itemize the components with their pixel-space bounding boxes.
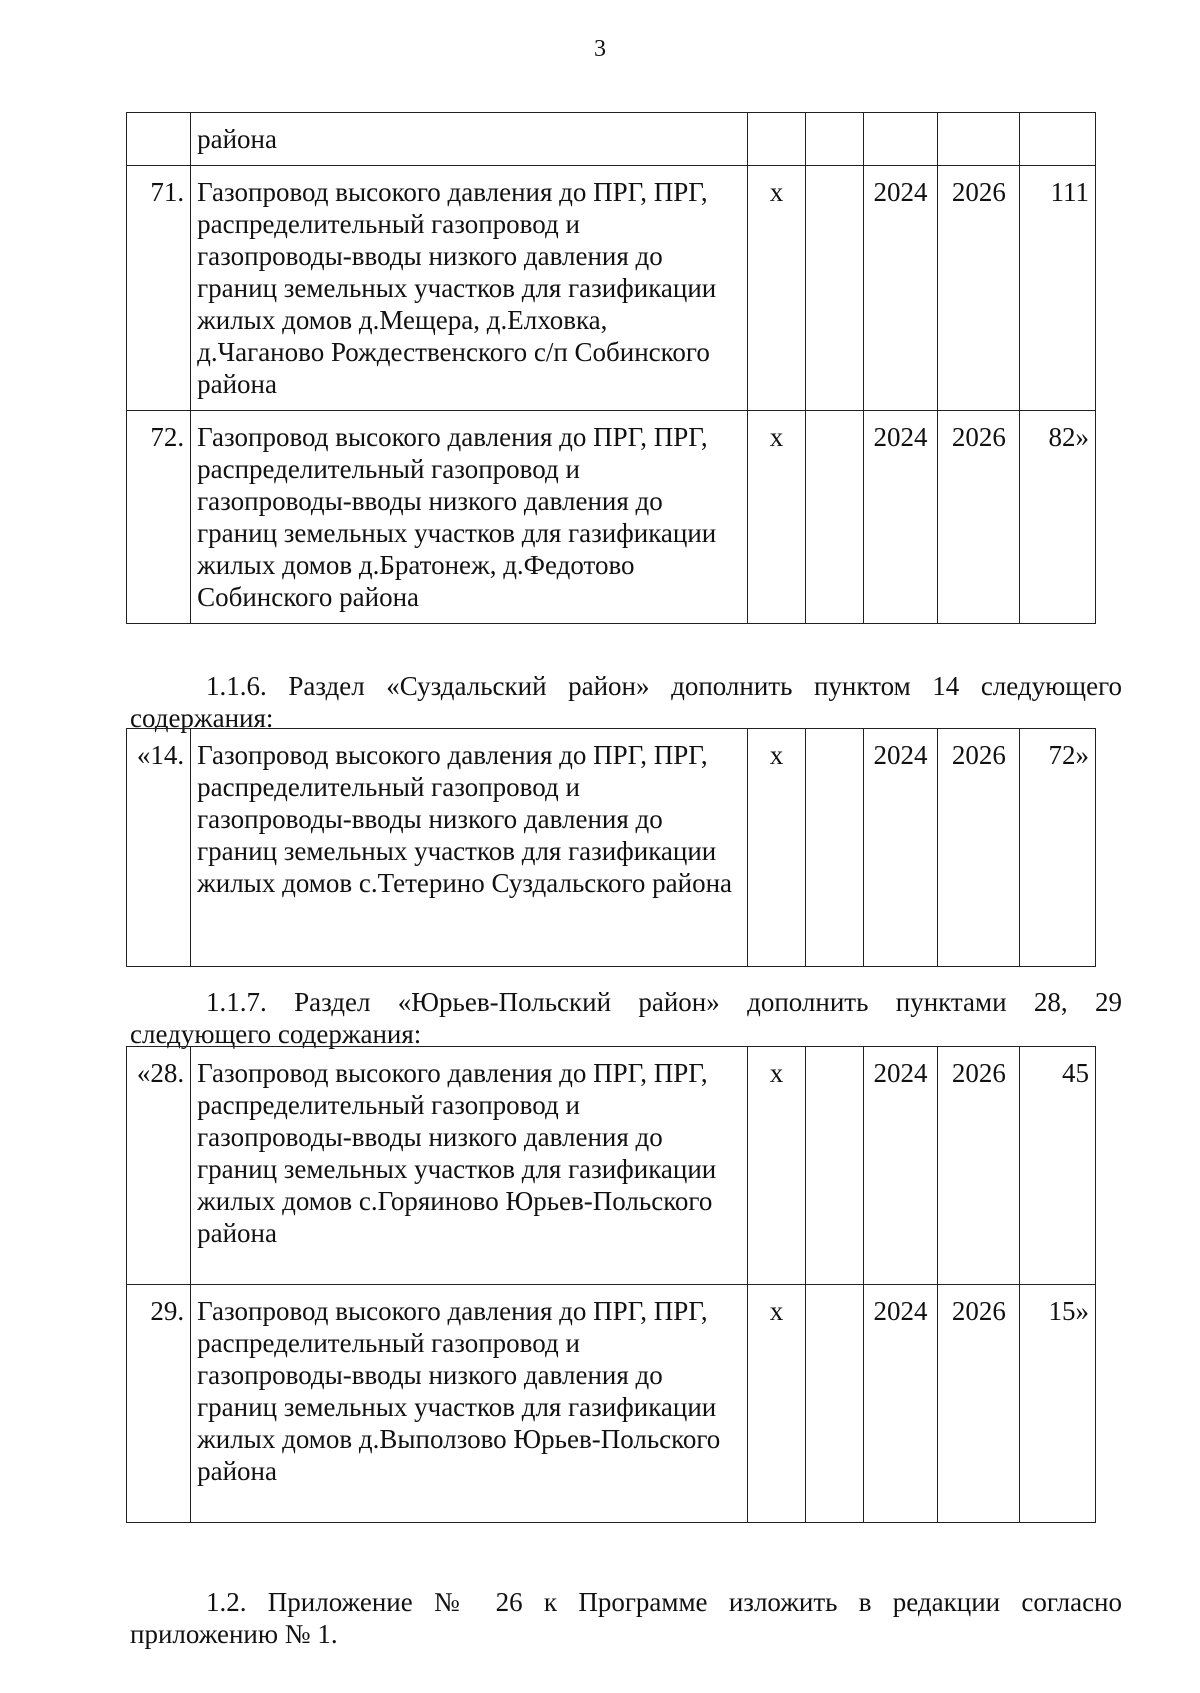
table-row: [127, 113, 1096, 166]
table-row: [127, 411, 1096, 624]
paragraph-text: 1.2. Приложение № 26 к Программе изложить в редакции согласно приложению № 1.: [130, 1587, 1122, 1649]
page-number: 3: [594, 36, 606, 62]
amount-cell: 82»: [1020, 411, 1096, 624]
paragraph-1-1-7: [130, 986, 1122, 1050]
start-year: 2024: [863, 729, 938, 967]
paragraph-text: 1.1.7. Раздел «Юрьев-Польский район» дополнить пунктами 28, 29 следующего содержания:: [130, 987, 1122, 1049]
mark-cell: х: [748, 166, 806, 411]
end-year: 2026: [938, 166, 1020, 411]
amount-cell: 15»: [1020, 1285, 1096, 1523]
row-number: [127, 113, 191, 166]
table-yuryev: [126, 1046, 1096, 1523]
start-year: 2024: [863, 1047, 938, 1285]
amount-cell: [1020, 113, 1096, 166]
start-year: 2024: [863, 166, 938, 411]
mark-cell: [748, 113, 806, 166]
empty-cell: [805, 411, 863, 624]
start-year: [863, 113, 938, 166]
empty-cell: [805, 1285, 863, 1523]
object-name: Газопровод высокого давления до ПРГ, ПРГ, распределительный газопровод и газопроводы-вводы низкого давления до границ земельных участков для газификации жилых домов д.Братонеж, д.Федотово Собинского района: [191, 411, 748, 624]
start-year: 2024: [863, 411, 938, 624]
row-number: 71.: [127, 166, 191, 411]
table-continuation: [126, 112, 1096, 624]
end-year: 2026: [938, 729, 1020, 967]
empty-cell: [805, 166, 863, 411]
object-name: Газопровод высокого давления до ПРГ, ПРГ, распределительный газопровод и газопроводы-вводы низкого давления до границ земельных участков для газификации жилых домов д.Выползово Юрьев-Польского района: [191, 1285, 748, 1523]
amount-cell: 72»: [1020, 729, 1096, 967]
start-year: 2024: [863, 1285, 938, 1523]
object-name: Газопровод высокого давления до ПРГ, ПРГ, распределительный газопровод и газопроводы-вводы низкого давления до границ земельных участков для газификации жилых домов с.Горяиново Юрьев-Польского района: [191, 1047, 748, 1285]
table-row: [127, 1047, 1096, 1285]
end-year: 2026: [938, 1285, 1020, 1523]
amount-cell: 111: [1020, 166, 1096, 411]
mark-cell: х: [748, 1285, 806, 1523]
end-year: 2026: [938, 1047, 1020, 1285]
row-number: 29.: [127, 1285, 191, 1523]
paragraph-text: 1.1.6. Раздел «Суздальский район» дополнить пунктом 14 следующего содержания:: [130, 671, 1122, 733]
mark-cell: х: [748, 411, 806, 624]
object-name: района: [191, 113, 748, 166]
row-number: «14.: [127, 729, 191, 967]
mark-cell: х: [748, 729, 806, 967]
table-row: [127, 729, 1096, 967]
amount-cell: 45: [1020, 1047, 1096, 1285]
end-year: 2026: [938, 411, 1020, 624]
empty-cell: [805, 729, 863, 967]
table-suzdal: [126, 728, 1096, 967]
row-number: «28.: [127, 1047, 191, 1285]
end-year: [938, 113, 1020, 166]
row-number: 72.: [127, 411, 191, 624]
object-name: Газопровод высокого давления до ПРГ, ПРГ, распределительный газопровод и газопроводы-вводы низкого давления до границ земельных участков для газификации жилых домов д.Мещера, д.Елховка, д.Чаганово Рождественского с/п Собинского района: [191, 166, 748, 411]
object-name: Газопровод высокого давления до ПРГ, ПРГ, распределительный газопровод и газопроводы-вводы низкого давления до границ земельных участков для газификации жилых домов с.Тетерино Суздальского района: [191, 729, 748, 967]
table-row: [127, 166, 1096, 411]
paragraph-1-1-6: [130, 670, 1122, 734]
empty-cell: [805, 113, 863, 166]
empty-cell: [805, 1047, 863, 1285]
mark-cell: х: [748, 1047, 806, 1285]
table-row: [127, 1285, 1096, 1523]
paragraph-1-2: [130, 1586, 1122, 1650]
